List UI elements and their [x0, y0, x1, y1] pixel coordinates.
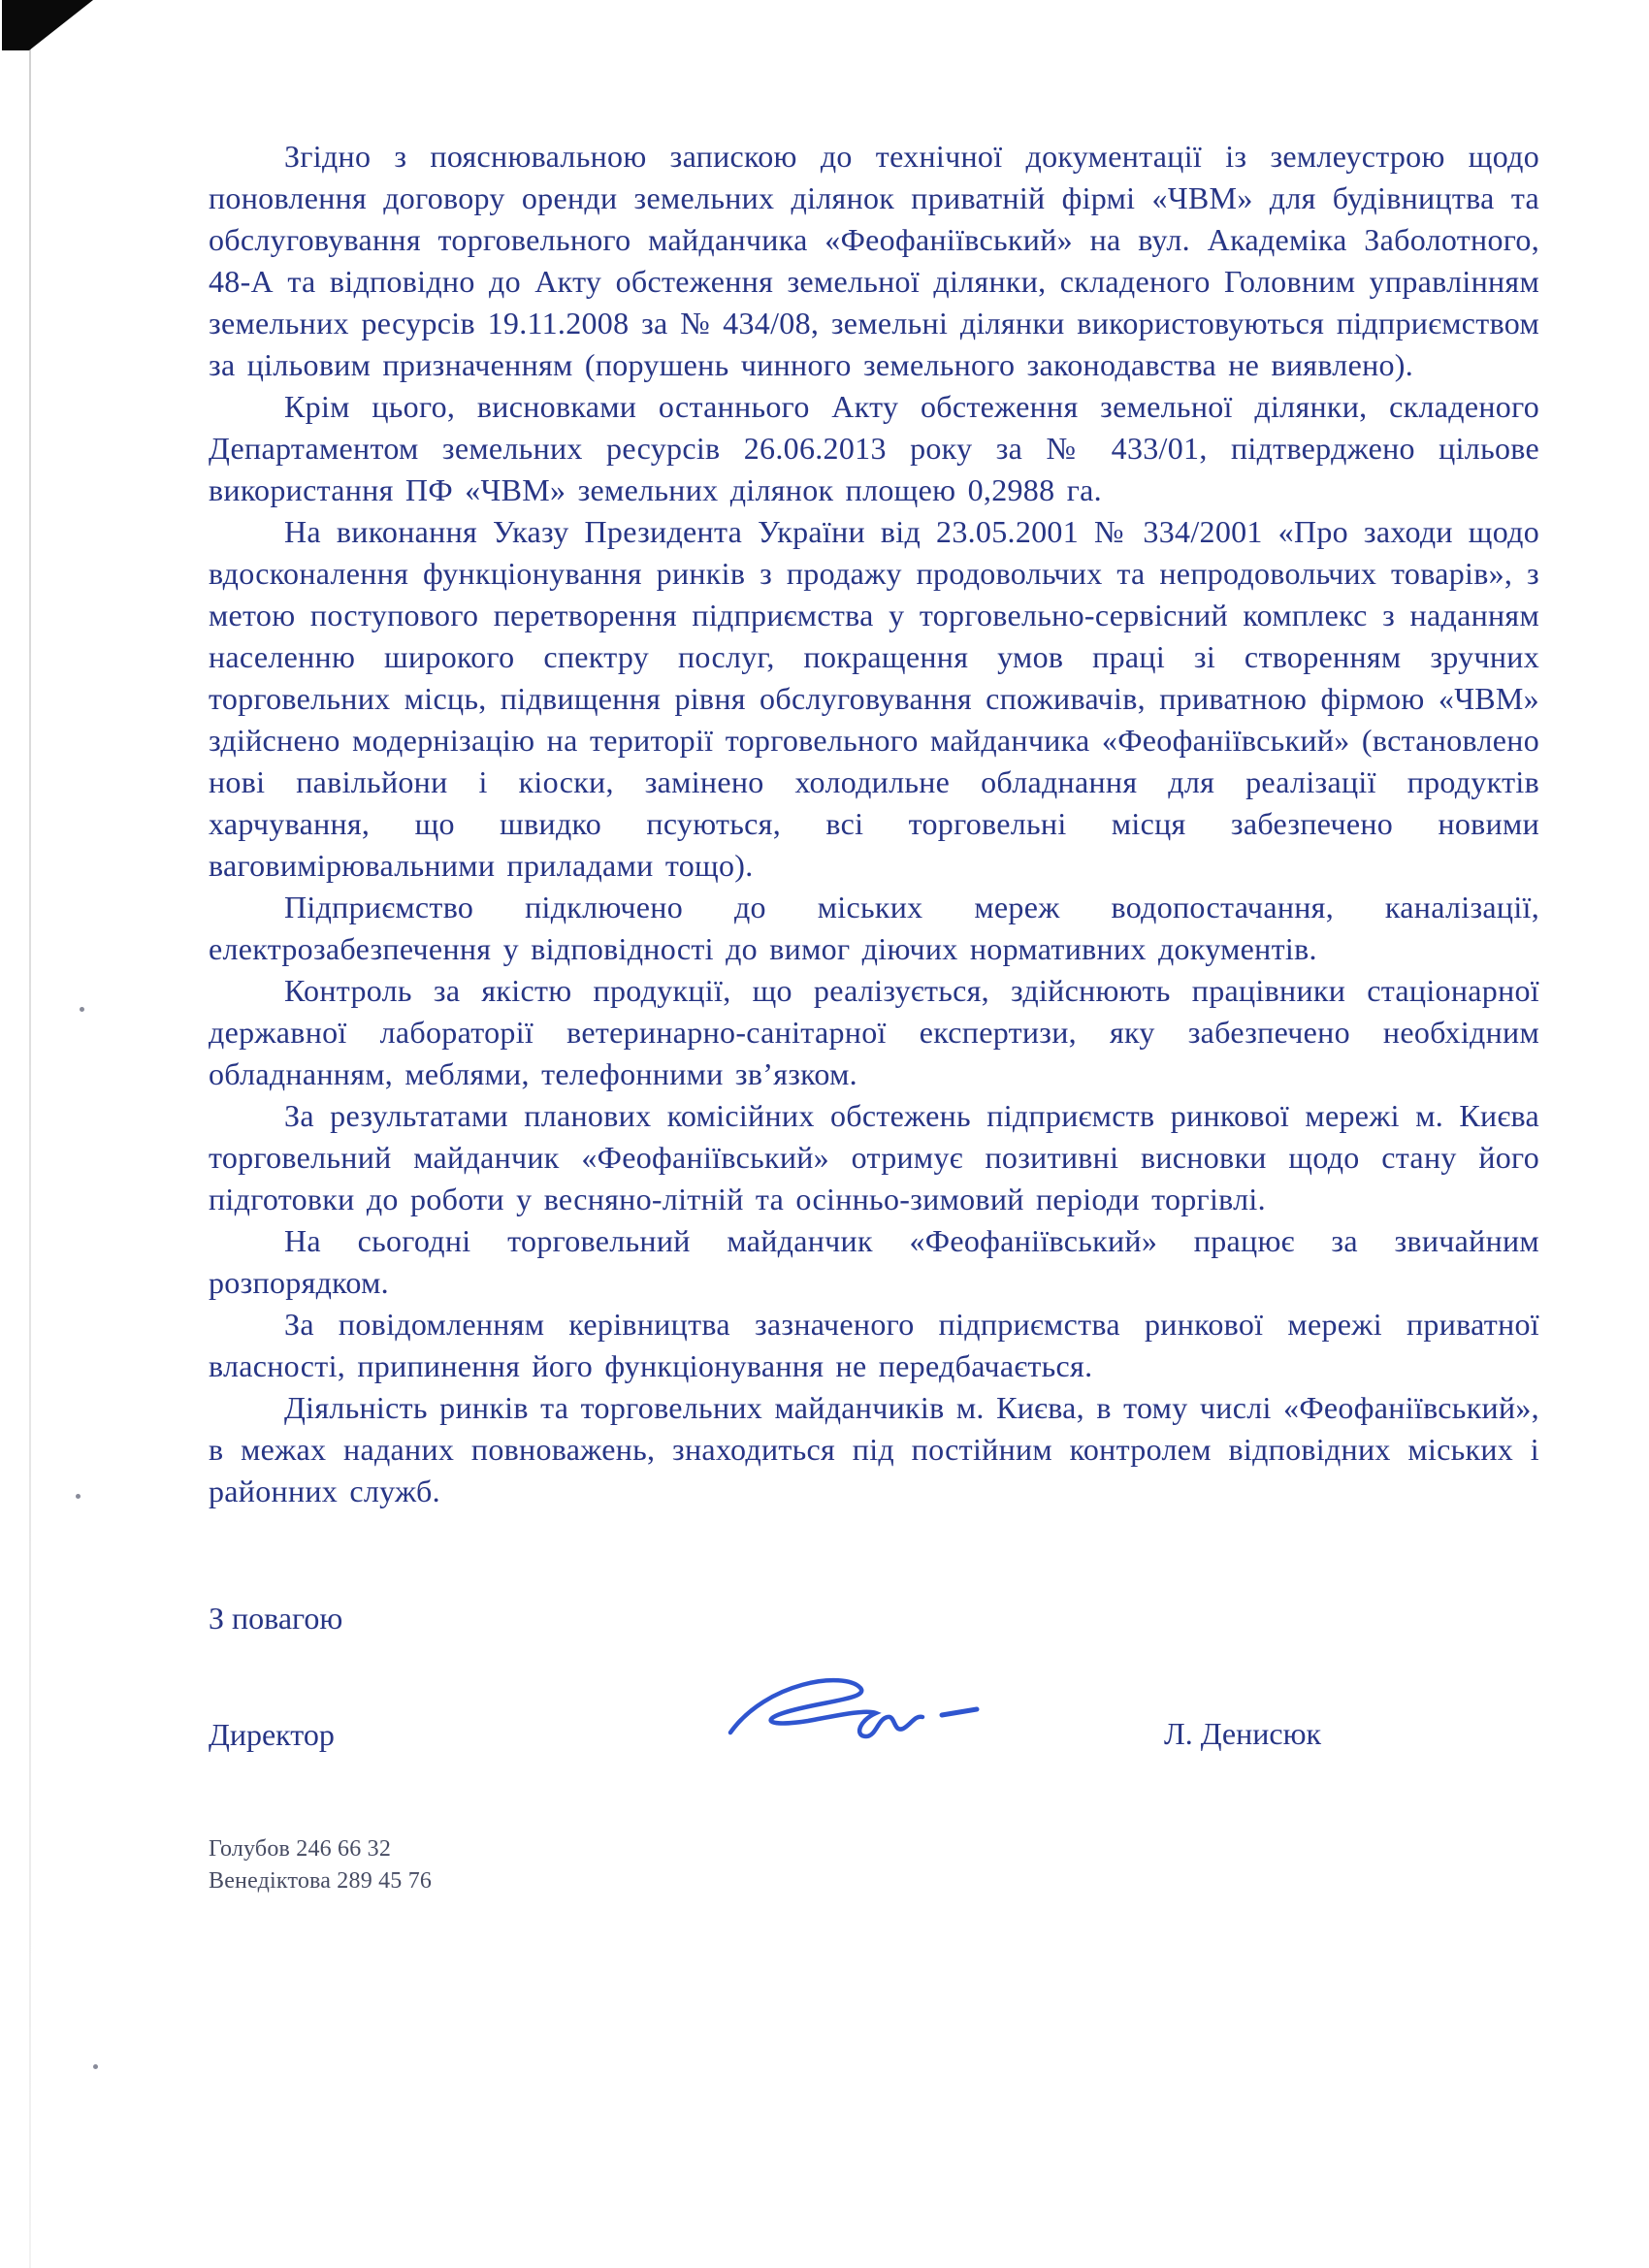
paragraph: На виконання Указу Президента України від 23.05.2001 № 334/2001 «Про заходи щодо вдосконалення функціонування ринків з продажу продовольчих та непродовольчих товарів», з метою поступового перетворення підприємства у торговельно-сервісний комплекс з наданням населенню широкого спектру послуг, покращення умов праці зі створенням зручних торговельних місць, підвищення рівня обслуговування споживачів, приватною фірмою «ЧВМ» здійснено модернізацію на території торговельного майданчика «Феофаніївський» (встановлено нові павільйони і кіоски, замінено холодильне обладнання для реалізації продуктів харчування, що швидко псуються, всі торговельні місця забезпечено новими ваговимірювальними приладами тощо). [209, 514, 1539, 883]
paragraph: Підприємство підключено до міських мереж водопостачання, каналізації, електрозабезпечення у відповідності до вимог діючих нормативних документів. [209, 890, 1539, 966]
paragraph: За повідомленням керівництва зазначеного підприємства ринкової мережі приватної власності, припинення його функціонування не передбачається. [209, 1307, 1539, 1383]
document-content [209, 136, 1539, 1897]
paragraph: За результатами планових комісійних обстежень підприємств ринкової мережі м. Києва торговельний майданчик «Феофаніївський» отримує позитивні висновки щодо стану його підготовки до роботи у весняно-літній та осінньо-зимовий періоди торгівлі. [209, 1098, 1539, 1216]
paragraph: Діяльність ринків та торговельних майданчиків м. Києва, в тому числі «Феофаніївський», в межах наданих повноважень, знаходиться під постійним контролем відповідних міських і районних служб. [209, 1390, 1539, 1508]
signature [713, 1665, 1004, 1772]
signature-block [209, 1686, 1539, 1783]
scan-edge-line [29, 0, 31, 2268]
signer-title: Директор [209, 1716, 335, 1752]
scan-artifact [76, 1494, 81, 1499]
document-body [209, 136, 1539, 1512]
scan-artifact [80, 1007, 84, 1012]
paragraph: Крім цього, висновками останнього Акту обстеження земельної ділянки, складеного Департаментом земельних ресурсів 26.06.2013 року за № 433/01, підтверджено цільове використання ПФ «ЧВМ» земельних ділянок площею 0,2988 га. [209, 389, 1539, 507]
scan-corner-artifact [0, 0, 107, 58]
signer-name: Л. Денисюк [1164, 1716, 1322, 1751]
signature-ink [713, 1665, 1004, 1762]
contact-line: Голубов 246 66 32 [209, 1836, 392, 1862]
paragraph: Контроль за якістю продукції, що реалізується, здійснюють працівники стаціонарної державної лабораторії ветеринарно-санітарної експертизи, яку забезпечено необхідним обладнанням, меблями, телефонними зв’язком. [209, 973, 1539, 1091]
paragraph: Згідно з пояснювальною запискою до технічної документації із землеустрою щодо поновлення договору оренди земельних ділянок приватній фірмі «ЧВМ» для будівництва та обслуговування торговельного майданчика «Феофаніївський» на вул. Академіка Заболотного, 48-А та відповідно до Акту обстеження земельної ділянки, складеного Головним управлінням земельних ресурсів 19.11.2008 за № 434/08, земельні ділянки використовуються підприємством за цільовим призначенням (порушень чинного земельного законодавства не виявлено). [209, 139, 1539, 382]
closing-salutation: З повагою [209, 1601, 343, 1636]
scan-artifact [93, 2064, 98, 2069]
paragraph: На сьогодні торговельний майданчик «Феофаніївський» працює за звичайним розпорядком. [209, 1223, 1539, 1300]
contact-footer [209, 1833, 1539, 1897]
contact-line: Венедіктова 289 45 76 [209, 1868, 433, 1894]
